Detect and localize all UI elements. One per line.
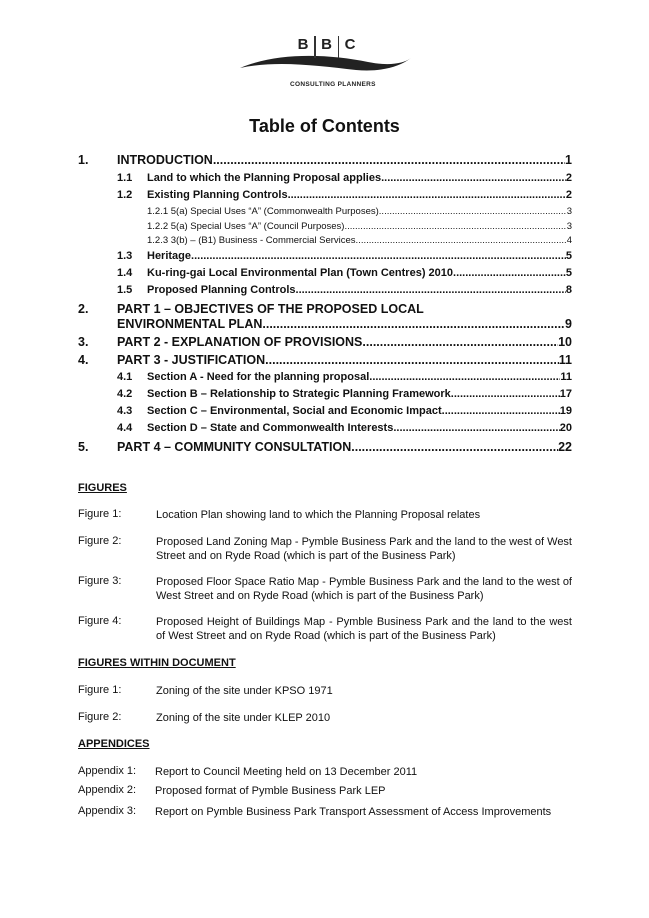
toc-label: Ku-ring-gai Local Environmental Plan (Town Centres) 2010 [147, 267, 454, 279]
toc-page-number: 4 [566, 235, 572, 246]
toc-label: INTRODUCTION [117, 153, 213, 167]
toc-page-number: 2 [565, 172, 572, 184]
toc-page-number: 17 [559, 388, 572, 400]
toc-number: 4.2 [117, 388, 133, 400]
toc-leader-dots [213, 153, 565, 167]
toc-leader-dots [265, 353, 559, 367]
toc-number: 3. [78, 335, 89, 349]
toc-page-number: 10 [558, 335, 572, 349]
toc-label: PART 2 - EXPLANATION OF PROVISIONS [117, 335, 363, 349]
toc-number: 4.3 [117, 405, 133, 417]
item-key: Figure 4: [78, 615, 122, 627]
toc-number: 5. [78, 440, 89, 454]
toc-page-number: 11 [558, 353, 572, 367]
toc-label: 1.2.2 5(a) Special Uses “A” (Council Purposes) [147, 221, 345, 232]
toc-leader-dots [381, 172, 566, 184]
toc-label: 1.2.1 5(a) Special Uses “A” (Commonwealth Purposes) [147, 206, 379, 217]
item-description: Report on Pymble Business Park Transport Assessment of Access Improvements [155, 806, 552, 818]
toc-page-number: 19 [559, 405, 572, 417]
toc-number: 4. [78, 353, 89, 367]
item-key: Appendix 2: [78, 784, 137, 796]
toc-leader-dots [393, 422, 559, 434]
toc-number: 1.4 [117, 267, 133, 279]
toc-leader-dots [451, 388, 560, 400]
toc-label: Proposed Planning Controls [147, 284, 296, 296]
toc-page-number: 9 [565, 317, 572, 331]
toc-label: 1.2.3 3(b) – (B1) Business - Commercial Services [147, 235, 356, 246]
toc-page-number: 22 [558, 440, 572, 454]
toc-leader-dots [442, 405, 560, 417]
toc-number: 2. [78, 302, 89, 316]
toc-label: Land to which the Planning Proposal applies [147, 172, 382, 184]
toc-page-number: 5 [565, 267, 572, 279]
item-key: Appendix 3: [78, 805, 137, 817]
toc-leader-dots [369, 371, 560, 383]
toc-leader-dots [356, 235, 567, 246]
item-description: Proposed format of Pymble Business Park LEP [155, 785, 386, 797]
bbc-logo [238, 34, 413, 92]
toc-number: 4.4 [117, 422, 133, 434]
logo-letter: B [321, 36, 332, 53]
appendices-heading: APPENDICES [78, 738, 150, 750]
toc-number: 1. [78, 153, 89, 167]
toc-leader-dots [262, 317, 565, 331]
toc-label: PART 1 – OBJECTIVES OF THE PROPOSED LOCAL [117, 302, 424, 316]
toc-page-number: 8 [565, 284, 572, 296]
toc-label: Section D – State and Commonwealth Interests [147, 422, 394, 434]
item-description: Zoning of the site under KLEP 2010 [156, 712, 331, 724]
figures-heading: FIGURES [78, 482, 127, 494]
figures-within-heading: FIGURES WITHIN DOCUMENT [78, 657, 236, 669]
item-description: Report to Council Meeting held on 13 December 2011 [155, 766, 418, 778]
toc-page-number: 3 [566, 221, 572, 232]
toc-label: ENVIRONMENTAL PLAN [117, 317, 263, 331]
toc-page-number: 11 [560, 371, 572, 383]
item-key: Figure 2: [78, 711, 122, 723]
logo-letter: C [344, 36, 356, 53]
toc-label: PART 3 - JUSTIFICATION [117, 353, 266, 367]
item-description: Proposed Floor Space Ratio Map - Pymble Business Park and the land to the west of West Street and on Ryde Road (which is part of the Business Park) [156, 576, 572, 602]
toc-page-number: 3 [566, 206, 572, 217]
toc-leader-dots [351, 440, 558, 454]
page-title: Table of Contents [249, 116, 400, 136]
item-description: Location Plan showing land to which the Planning Proposal relates [156, 509, 481, 521]
logo-tagline: CONSULTING PLANNERS [290, 81, 376, 88]
item-key: Figure 3: [78, 575, 122, 587]
item-description: Proposed Height of Buildings Map - Pymble Business Park and the land to the west of West Street and on Ryde Road (which is part of the Business Park) [156, 616, 572, 642]
toc-label: Section B – Relationship to Strategic Planning Framework [147, 388, 451, 400]
toc-number: 1.1 [117, 172, 133, 184]
toc-label: Section A - Need for the planning proposal [147, 371, 370, 383]
toc-label: PART 4 – COMMUNITY CONSULTATION [117, 440, 352, 454]
item-description: Zoning of the site under KPSO 1971 [156, 685, 333, 697]
toc-leader-dots [191, 250, 566, 262]
toc-label: Heritage [147, 250, 192, 262]
logo-letters [292, 36, 361, 58]
toc-number: 1.5 [117, 284, 133, 296]
item-key: Figure 1: [78, 684, 122, 696]
item-key: Figure 1: [78, 508, 122, 520]
toc-leader-dots [362, 335, 558, 349]
item-key: Appendix 1: [78, 765, 137, 777]
toc-label: Section C – Environmental, Social and Economic Impact [147, 405, 442, 417]
toc-page-number: 1 [565, 153, 572, 167]
toc-leader-dots [344, 221, 566, 232]
toc-page-number: 5 [565, 250, 572, 262]
item-key: Figure 2: [78, 535, 122, 547]
toc-leader-dots [453, 267, 566, 279]
toc-page-number: 20 [559, 422, 572, 434]
toc-number: 1.2 [117, 189, 133, 201]
toc-leader-dots [296, 284, 566, 296]
logo-letter: B [297, 36, 309, 53]
toc-number: 1.3 [117, 250, 133, 262]
toc-number: 4.1 [117, 371, 133, 383]
item-description: Proposed Land Zoning Map - Pymble Business Park and the land to the west of West Street and on Ryde Road (which is part of the Business Park) [156, 536, 572, 562]
toc-leader-dots [379, 206, 567, 217]
toc-leader-dots [288, 189, 566, 201]
toc-page-number: 2 [565, 189, 572, 201]
toc-label: Existing Planning Controls [147, 189, 288, 201]
